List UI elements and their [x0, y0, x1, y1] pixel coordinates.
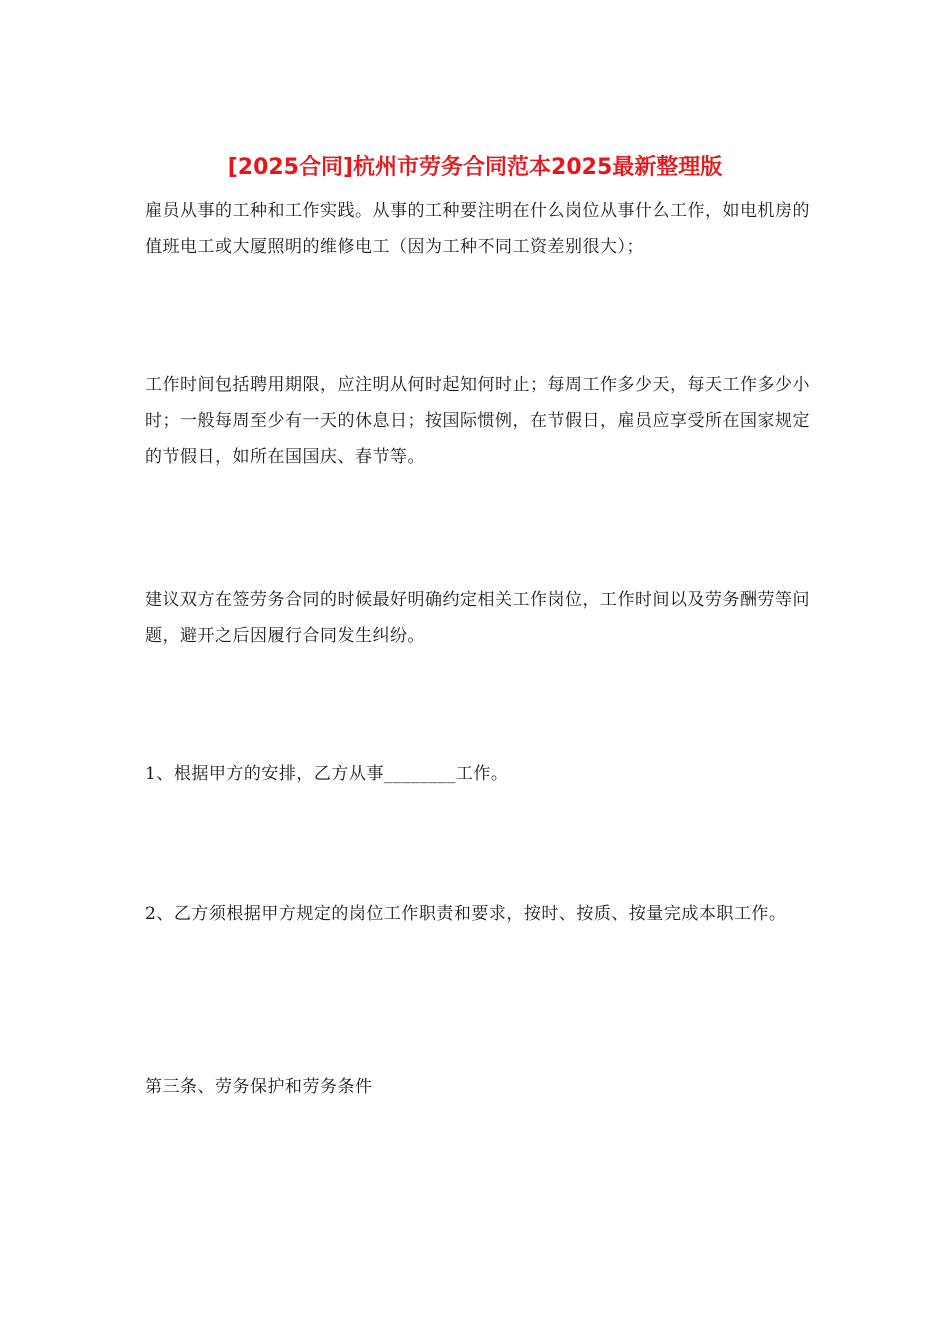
clause-item-1: 1、根据甲方的安排，乙方从事________工作。 — [145, 764, 509, 784]
paragraph-work-hours: 工作时间包括聘用期限，应注明从何时起知何时止；每周工作多少天，每天工作多少小时；一般每周至少有一天的休息日；按国际惯例，在节假日，雇员应享受所在国家规定的节假日，如所在国国庆、春节等。 — [145, 375, 810, 467]
section-heading-article-3: 第三条、劳务保护和劳务条件 — [145, 1077, 373, 1097]
paragraph-advice: 建议双方在签劳务合同的时候最好明确约定相关工作岗位，工作时间以及劳务酬劳等问题，避开之后因履行合同发生纠纷。 — [145, 590, 810, 646]
document-title: [2025合同]杭州市劳务合同范本2025最新整理版 — [227, 155, 723, 180]
paragraph-work-type: 雇员从事的工种和工作实践。从事的工种要注明在什么岗位从事什么工作，如电机房的值班电工或大厦照明的维修电工（因为工种不同工资差别很大）； — [145, 201, 810, 257]
clause-item-2: 2、乙方须根据甲方规定的岗位工作职责和要求，按时、按质、按量完成本职工作。 — [145, 904, 787, 924]
